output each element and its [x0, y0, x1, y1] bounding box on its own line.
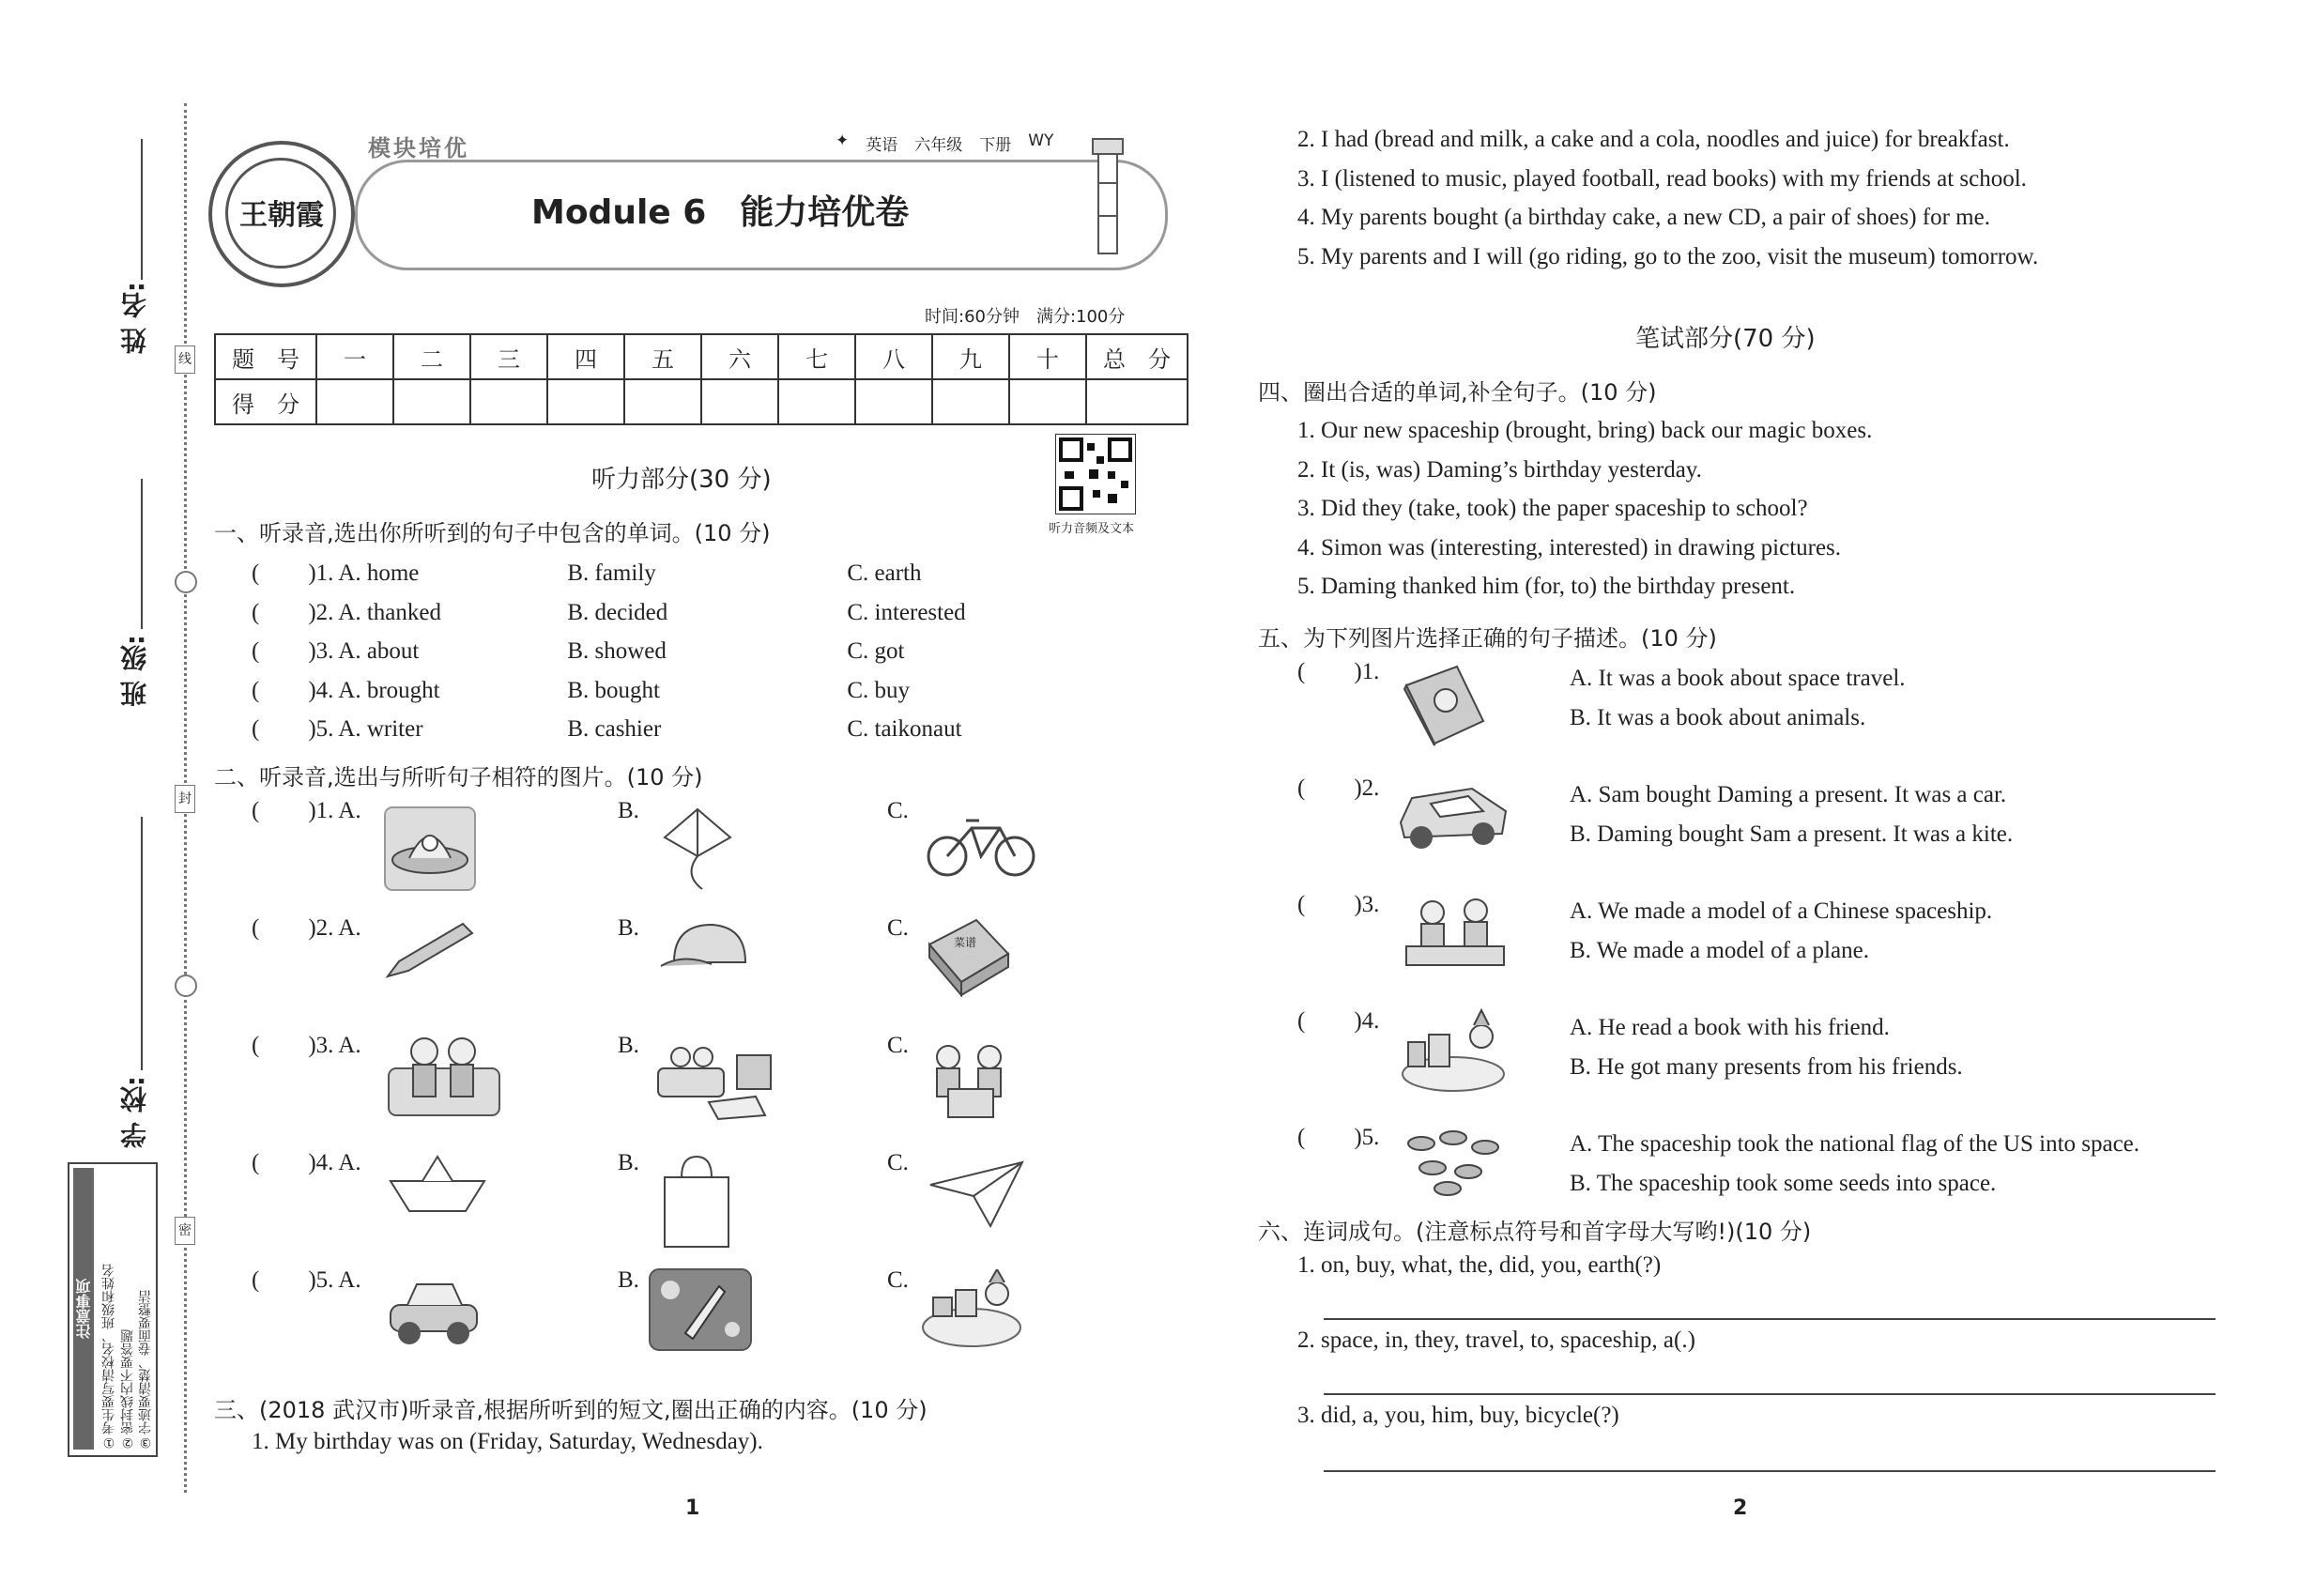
list-item: ( )4. A. brought B. bought C. buy [252, 671, 966, 711]
notice-item-3: ③字迹要清楚、卷面要整洁 [138, 1290, 153, 1450]
series-label: 模块培优 [368, 135, 469, 161]
class-label: 班 级: [119, 635, 150, 707]
sec2-row-2: ( )2. A. [252, 915, 361, 941]
name-label: 姓 名: [119, 282, 150, 354]
answer-paren[interactable]: ( [252, 677, 260, 703]
score-input[interactable] [778, 379, 855, 424]
class-blank[interactable] [141, 479, 143, 629]
seeds-picture[interactable] [1401, 1123, 1510, 1198]
answer-paren[interactable]: ( [252, 560, 260, 586]
score-cell: 得 分 [215, 379, 316, 424]
score-input[interactable] [624, 379, 701, 424]
school-label: 学 校: [119, 1076, 150, 1148]
notice-item-2: ②密封线内不要答题 [120, 1329, 135, 1450]
answer-paren[interactable]: ( [252, 1267, 260, 1293]
meta-term: 下册 [979, 136, 1012, 155]
score-input[interactable] [701, 379, 778, 424]
score-input[interactable] [547, 379, 624, 424]
book-meta [836, 131, 1053, 155]
answer-line-2[interactable] [1324, 1393, 2216, 1395]
space-picture[interactable] [648, 1267, 753, 1352]
list-item: ( )2. A. thanked B. decided C. interested [252, 593, 966, 633]
score-input[interactable] [393, 379, 470, 424]
cap-picture[interactable] [655, 915, 759, 981]
option-b[interactable]: B. showed [567, 638, 667, 664]
score-cell: 四 [547, 334, 624, 379]
option-a[interactable]: A. The spaceship took the national flag of the US into space. [1570, 1131, 2140, 1157]
sec3-item-4[interactable]: 4. My parents bought (a birthday cake, a new CD, a pair of shoes) for me. [1297, 205, 1990, 230]
recipe-book-picture[interactable] [920, 916, 1014, 997]
notice-box [68, 1162, 158, 1457]
toy-car-picture[interactable] [383, 1267, 484, 1348]
sec5-row-4: ( )4. [1297, 1008, 1380, 1034]
answer-paren[interactable]: ( [252, 915, 260, 941]
score-value-row [215, 379, 1188, 424]
option-c[interactable]: C. buy [847, 677, 911, 703]
option-c-label: C. [887, 1150, 909, 1175]
family-sofa-picture[interactable] [383, 1031, 505, 1121]
option-a[interactable]: A. It was a book about space travel. [1570, 666, 1906, 691]
qr-caption: 听力音频及文本 [1049, 522, 1135, 536]
writing-title: 笔试部分(70 分) [1635, 325, 1816, 353]
answer-paren[interactable]: ( [1297, 659, 1306, 684]
sec5-options-4 [1570, 1008, 1963, 1086]
option-c-label: C. [887, 915, 909, 941]
option-a[interactable]: A. We made a model of a Chinese spaceship. [1570, 898, 1993, 924]
listening-title: 听力部分(30 分) [591, 466, 772, 494]
option-b-label: B. [618, 1267, 639, 1293]
seal-circle-1 [175, 571, 197, 593]
score-table [214, 333, 1188, 425]
score-cell: 七 [778, 334, 855, 379]
birthday-party-picture[interactable] [918, 1269, 1025, 1350]
page-number-right: 2 [1733, 1496, 1748, 1520]
option-b-label: B. [618, 1033, 639, 1058]
sec4-item[interactable]: 2. It (is, was) Daming’s birthday yesterday. [1297, 456, 1702, 483]
option-b[interactable]: B. family [567, 560, 656, 586]
bicycle-picture[interactable] [925, 806, 1037, 881]
sec6-item-1: 1. on, buy, what, the, did, you, earth(?) [1297, 1252, 1662, 1278]
spaceship-picture[interactable] [383, 806, 477, 892]
kids-model-picture[interactable] [1401, 894, 1510, 971]
recipe-book-label: 菜谱 [954, 936, 977, 949]
score-cell: 三 [470, 334, 547, 379]
sec5-options-1 [1570, 659, 1906, 737]
page-title: Module 6 能力培优卷 [531, 193, 910, 232]
answer-paren[interactable]: ( [252, 1150, 260, 1175]
option-a[interactable]: A. Sam bought Daming a present. It was a car. [1570, 782, 2007, 807]
pen-picture[interactable] [380, 918, 478, 984]
answer-paren[interactable]: ( [252, 716, 260, 742]
list-item: ( )3. A. about B. showed C. got [252, 632, 966, 671]
score-input[interactable] [855, 379, 932, 424]
sec2-row-5: ( )5. A. [252, 1267, 361, 1293]
presents-picture[interactable] [1399, 1008, 1510, 1095]
answer-paren[interactable]: ( [1297, 775, 1306, 801]
sec4-item[interactable]: 4. Simon was (interesting, interested) in drawing pictures. [1297, 534, 1842, 560]
list-item: ( )5. A. writer B. cashier C. taikonaut [252, 710, 966, 749]
sec1-list [252, 554, 966, 749]
answer-paren[interactable]: ( [252, 1033, 260, 1058]
score-input[interactable] [1086, 379, 1188, 424]
score-cell: 题 号 [215, 334, 316, 379]
sec4-heading: 四、圈出合适的单词,补全句子。(10 分) [1258, 379, 1657, 406]
meta-edition: WY [1028, 131, 1054, 150]
option-c-label: C. [887, 1033, 909, 1058]
sec3-item-1[interactable]: 1. My birthday was on (Friday, Saturday, Wednesday). [252, 1429, 763, 1454]
list-item: ( )1. A. home B. family C. earth [252, 554, 966, 593]
star-icon: ✦ [836, 131, 850, 150]
option-c[interactable]: C. earth [847, 560, 922, 586]
sec5-heading: 五、为下列图片选择正确的句子描述。(10 分) [1258, 625, 1717, 652]
answer-paren[interactable]: ( [1297, 1008, 1306, 1034]
sec3-item-5[interactable]: 5. My parents and I will (go riding, go to the zoo, visit the museum) tomorrow. [1297, 243, 2039, 269]
option-c[interactable]: C. interested [847, 599, 966, 625]
score-header-row [215, 334, 1188, 379]
sec3-items-cont [1297, 120, 2038, 276]
sec5-options-3 [1570, 892, 1992, 970]
sec3-heading: 三、(2018 武汉市)听录音,根据所听到的短文,圈出正确的内容。(10 分) [214, 1397, 928, 1423]
answer-paren[interactable]: ( [252, 599, 260, 625]
score-cell: 九 [932, 334, 1009, 379]
option-c[interactable]: C. taikonaut [847, 716, 962, 742]
score-input[interactable] [316, 379, 393, 424]
sec6-heading: 六、连词成句。(注意标点符号和首字母大写哟!)(10 分) [1258, 1219, 1812, 1245]
sec4-item[interactable]: 5. Daming thanked him (for, to) the birthday present. [1297, 574, 1796, 599]
notice-item-1: ①考生要写清校名、班级和姓名 [101, 1264, 116, 1450]
cut-mark-mi: 密 [175, 1217, 195, 1245]
sec6-item-3: 3. did, a, you, him, buy, bicycle(?) [1297, 1403, 1619, 1428]
page-number-left: 1 [685, 1496, 700, 1520]
answer-paren[interactable]: ( [252, 638, 260, 664]
score-cell: 五 [624, 334, 701, 379]
option-b[interactable]: B. bought [567, 677, 660, 703]
score-input[interactable] [470, 379, 547, 424]
sec3-item-2[interactable]: 2. I had (bread and milk, a cake and a cola, noodles and juice) for breakfast. [1297, 127, 2010, 152]
answer-paren[interactable]: ( [1297, 1125, 1306, 1150]
sec5-row-2: ( )2. [1297, 775, 1380, 801]
option-c[interactable]: C. got [847, 638, 905, 664]
lighthouse-icon [1080, 131, 1136, 258]
option-b[interactable]: B. He got many presents from his friends. [1570, 1053, 1963, 1080]
space-book-picture[interactable] [1397, 663, 1487, 747]
seal-circle-2 [175, 974, 197, 997]
shopping-bag-picture[interactable] [659, 1153, 734, 1251]
sec2-row-4: ( )4. A. [252, 1150, 361, 1175]
sec4-item[interactable]: 3. Did they (take, took) the paper spaceship to school? [1297, 496, 1808, 521]
brand-logo [208, 141, 355, 287]
option-b-label: B. [618, 798, 639, 823]
kite-picture[interactable] [655, 800, 740, 894]
name-blank[interactable] [141, 139, 143, 280]
sec1-heading: 一、听录音,选出你所听到的句子中包含的单词。(10 分) [214, 520, 771, 546]
option-b[interactable]: B. decided [567, 599, 668, 625]
sec5-row-5: ( )5. [1297, 1125, 1380, 1150]
sec4-list [1297, 411, 1872, 606]
option-c-label: C. [887, 798, 909, 823]
score-input[interactable] [1009, 379, 1086, 424]
sec3-item-3[interactable]: 3. I (listened to music, played football, read books) with my friends at school. [1297, 165, 2027, 192]
score-cell: 八 [855, 334, 932, 379]
sec5-options-5 [1570, 1125, 2139, 1203]
cut-mark-feng: 封 [175, 785, 195, 813]
brand-logo-text: 王朝霞 [239, 199, 324, 232]
paper-boat-picture[interactable] [385, 1153, 490, 1219]
school-blank[interactable] [141, 817, 143, 1070]
meta-grade: 六年级 [914, 136, 963, 155]
family-tv-picture[interactable] [652, 1040, 776, 1121]
meta-subject: 英语 [866, 136, 898, 155]
score-input[interactable] [932, 379, 1009, 424]
option-a[interactable]: A. He read a book with his friend. [1570, 1015, 1890, 1040]
sec5-row-1: ( )1. [1297, 659, 1380, 684]
answer-line-3[interactable] [1324, 1470, 2216, 1472]
score-cell: 十 [1009, 334, 1086, 379]
score-cell: 总 分 [1086, 334, 1188, 379]
score-cell: 二 [393, 334, 470, 379]
score-cell: 六 [701, 334, 778, 379]
option-b[interactable]: B. The spaceship took some seeds into space. [1570, 1170, 1997, 1196]
sec2-row-1: ( )1. A. [252, 798, 361, 823]
time-score: 时间:60分钟 满分:100分 [925, 307, 1126, 327]
answer-line-1[interactable] [1324, 1318, 2216, 1320]
option-b[interactable]: B. Daming bought Sam a present. It was a kite. [1570, 821, 2014, 847]
option-b-label: B. [618, 1150, 639, 1175]
option-b-label: B. [618, 915, 639, 941]
score-cell: 一 [316, 334, 393, 379]
car-picture[interactable] [1393, 775, 1515, 854]
sec5-row-3: ( )3. [1297, 892, 1380, 917]
sec2-row-3: ( )3. A. [252, 1033, 361, 1058]
sec6-item-2: 2. space, in, they, travel, to, spaceship, a(.) [1297, 1327, 1695, 1353]
answer-paren[interactable]: ( [252, 798, 260, 823]
qr-code-icon[interactable] [1055, 434, 1136, 514]
notice-title: 注意事项 [73, 1168, 94, 1450]
sec5-options-2 [1570, 775, 2013, 853]
answer-paren[interactable]: ( [1297, 892, 1306, 917]
sec4-item[interactable]: 1. Our new spaceship (brought, bring) back our magic boxes. [1297, 418, 1873, 443]
option-b[interactable]: B. It was a book about animals. [1570, 704, 1866, 730]
kids-gift-picture[interactable] [920, 1040, 1018, 1121]
option-c-label: C. [887, 1267, 909, 1293]
cut-mark-xian: 线 [175, 345, 195, 374]
sec2-heading: 二、听录音,选出与所听句子相符的图片。(10 分) [214, 764, 703, 790]
option-b[interactable]: B. cashier [567, 716, 662, 742]
option-b[interactable]: B. We made a model of a plane. [1570, 937, 1869, 963]
paper-plane-picture[interactable] [925, 1157, 1028, 1232]
